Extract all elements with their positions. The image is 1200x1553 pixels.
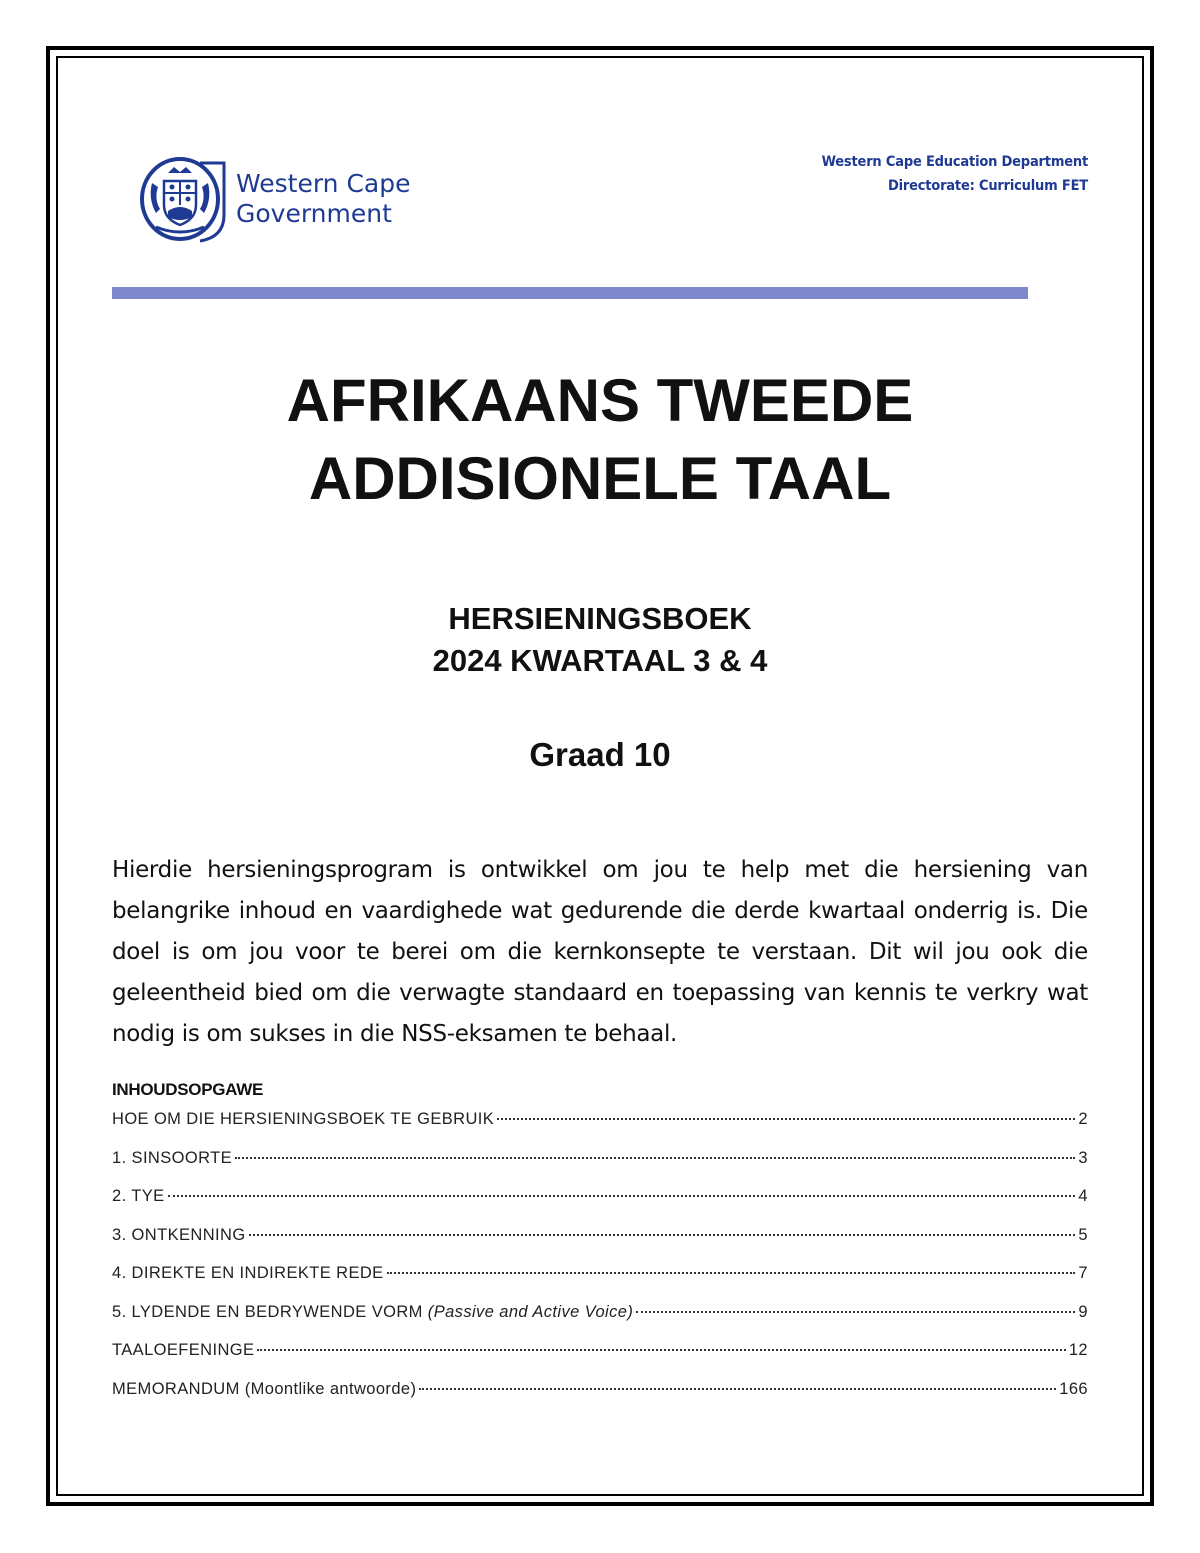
logo-wordmark: [236, 169, 411, 229]
toc-item-page: 4: [1078, 1187, 1088, 1205]
toc-item-page: 3: [1078, 1148, 1088, 1167]
toc-item-label: 1. SINSOORTE: [112, 1148, 233, 1167]
header-divider: [112, 287, 1028, 299]
toc-item-label: 4. DIREKTE EN INDIREKTE REDE: [112, 1264, 384, 1282]
subtitle-line-1: HERSIENINGSBOEK: [448, 601, 752, 636]
toc-leader: [168, 1195, 1076, 1197]
toc-item-page: 2: [1078, 1110, 1088, 1128]
toc-item-page: 9: [1078, 1302, 1088, 1321]
toc-item[interactable]: [112, 1341, 1088, 1380]
document-title: [60, 362, 1140, 518]
toc-item[interactable]: [112, 1264, 1088, 1303]
toc-item-label: 3. ONTKENNING: [112, 1225, 246, 1244]
department-block: [822, 150, 1088, 198]
directorate-name: Directorate: Curriculum FET: [887, 178, 1088, 194]
toc-item[interactable]: [112, 1226, 1088, 1265]
toc-item-label: TAALOEFENINGE: [112, 1341, 255, 1359]
toc-item-label-text: 5. LYDENDE EN BEDRYWENDE VORM: [112, 1302, 428, 1321]
toc-item-page: 12: [1068, 1341, 1088, 1359]
toc-leader: [249, 1234, 1076, 1236]
toc-item-label-italic: (Passive and Active Voice): [427, 1302, 634, 1321]
toc-item-label: HOE OM DIE HERSIENINGSBOEK TE GEBRUIK: [112, 1110, 495, 1128]
intro-paragraph: Hierdie hersieningsprogram is ontwikkel om jou te help met die hersiening van belangrike inhoud en vaardighede wat gedurende die derde kwartaal onderrig is. Die doel is om jou voor te berei om die kernkonsepte te verstaan. Dit wil jou ook die geleentheid bied om die verwagte standaard en toepassing van kennis te verkry wat nodig is om sukses in die NSS-eksamen te behaal.: [112, 857, 1088, 1047]
toc-item[interactable]: [112, 1187, 1088, 1226]
toc-item-page: 5: [1078, 1225, 1088, 1244]
toc-leader: [497, 1118, 1075, 1120]
toc-leader: [636, 1311, 1075, 1313]
toc-item-page: 7: [1078, 1264, 1088, 1282]
title-line-1: AFRIKAANS TWEEDE: [286, 367, 914, 434]
wcg-logo: [138, 153, 411, 245]
toc-item[interactable]: [112, 1149, 1088, 1188]
toc-leader: [235, 1157, 1075, 1159]
table-of-contents: [112, 1110, 1088, 1418]
grade-label: Graad 10: [529, 736, 671, 773]
document-subtitle: [60, 598, 1140, 682]
toc-leader: [257, 1349, 1065, 1351]
toc-item[interactable]: [112, 1303, 1088, 1342]
toc-item-label: MEMORANDUM (Moontlike antwoorde): [112, 1379, 417, 1398]
toc-item-page: 166: [1059, 1379, 1088, 1398]
title-line-2: ADDISIONELE TAAL: [308, 445, 892, 512]
logo-line-2: Government: [236, 199, 392, 228]
toc-item-label: 2. TYE: [112, 1187, 165, 1205]
subtitle-line-2: 2024 KWARTAAL 3 & 4: [432, 643, 768, 678]
toc-item[interactable]: [112, 1380, 1088, 1419]
logo-line-1: Western Cape: [236, 169, 411, 198]
toc-heading: INHOUDSOPGAWE: [112, 1080, 264, 1099]
toc-item[interactable]: [112, 1110, 1088, 1149]
department-name: Western Cape Education Department: [821, 154, 1088, 170]
toc-leader: [419, 1388, 1056, 1390]
toc-leader: [387, 1272, 1076, 1274]
coat-of-arms-icon: [138, 153, 228, 245]
toc-item-label: [112, 1303, 633, 1322]
